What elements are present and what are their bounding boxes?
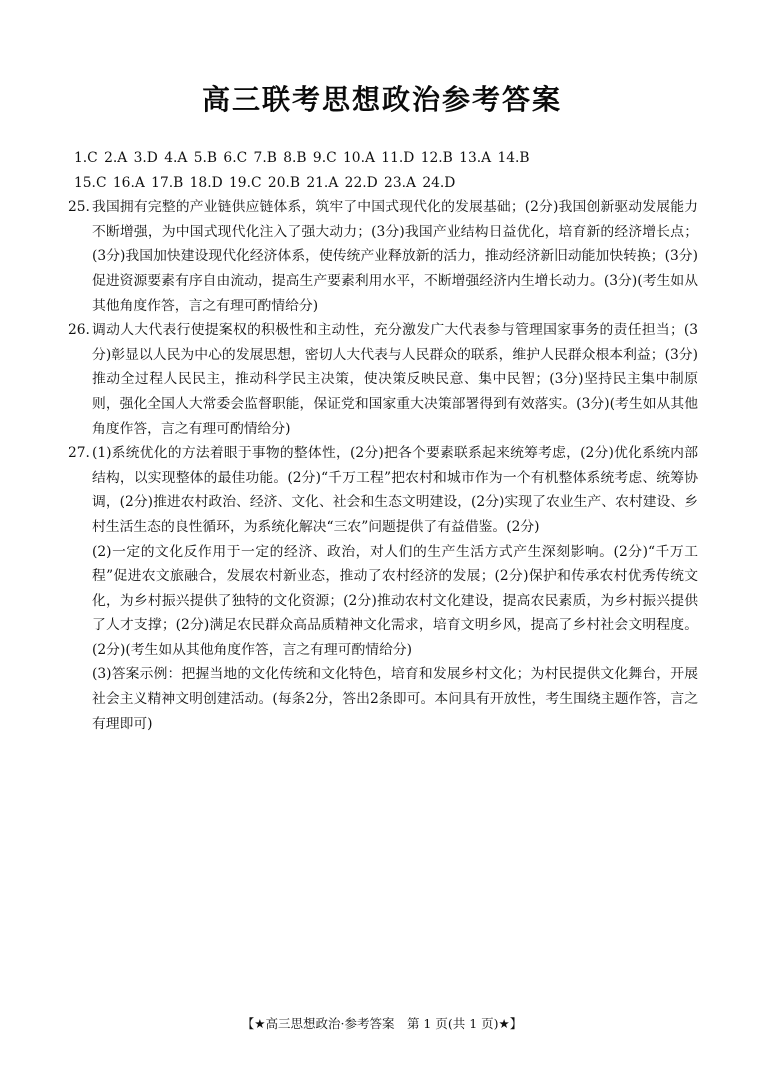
question-26 (68, 318, 698, 441)
footer-text: 高三思想政治·参考答案 第 1 页(共 1 页) (265, 1016, 499, 1031)
footer-star-left: 【★ (241, 1016, 266, 1031)
footer-star-right: ★】 (498, 1016, 523, 1031)
question-27-part-2: (2)一定的文化反作用于一定的经济、政治，对人们的生产生活方式产生深刻影响。(2分)“千万工程”促进农文旅融合，发展农村新业态，推动了农村经济的发展；(2分)保护和传承农村优秀传统文化，为乡村振兴提供了独特的文化资源；(2分)推动农村文化建设，提高农民素质，为乡村振兴提供了人才支撑；(2分)满足农民群众高品质精神文化需求，培育文明乡风，提高了乡村社会文明程度。(2分)(考生如从其他角度作答，言之有理可酌情给分) (92, 543, 698, 658)
page-title: 高三联考思想政治参考答案 (201, 83, 562, 116)
question-27-number: 27. (68, 445, 90, 462)
question-25 (68, 195, 698, 318)
mc-answers-line-2: 15.C 16.A 17.B 18.D 19.C 20.B 21.A 22.D 23.A 24.D (74, 174, 456, 191)
question-27 (68, 441, 698, 539)
question-27-continued (74, 540, 698, 737)
page-footer (0, 1014, 764, 1032)
answer-body (68, 146, 698, 736)
question-25-answer: 我国拥有完整的产业链供应链体系，筑牢了中国式现代化的发展基础；(2分)我国创新驱动发展能力不断增强，为中国式现代化注入了强大动力；(3分)我国产业结构日益优化，培育新的经济增长点；(3分)我国加快建设现代化经济体系，使传统产业释放新的活力，推动经济新旧动能加快转换；(3分)促进资源要素有序自由流动，提高生产要素利用水平，不断增强经济内生增长动力。(3分)(考生如从其他角度作答，言之有理可酌情给分) (92, 199, 698, 314)
question-27-part-3: (3)答案示例：把握当地的文化传统和文化特色，培育和发展乡村文化；为村民提供文化舞台，开展社会主义精神文明创建活动。(每条2分，答出2条即可。本问具有开放性，考生围绕主题作答，言之有理即可) (92, 666, 698, 732)
question-25-number: 25. (68, 199, 90, 216)
question-26-number: 26. (68, 322, 90, 339)
question-26-answer: 调动人大代表行使提案权的积极性和主动性，充分激发广大代表参与管理国家事务的责任担当；(3分)彰显以人民为中心的发展思想，密切人大代表与人民群众的联系，维护人民群众根本利益；(3分)推动全过程人民民主，推动科学民主决策，使决策反映民意、集中民智；(3分)坚持民主集中制原则，强化全国人大常委会监督职能，保证党和国家重大决策部署得到有效落实。(3分)(考生如从其他角度作答，言之有理可酌情给分) (92, 322, 698, 437)
question-27-part-1: (1)系统优化的方法着眼于事物的整体性，(2分)把各个要素联系起来统筹考虑，(2分)优化系统内部结构，以实现整体的最佳功能。(2分)“千万工程”把农村和城市作为一个有机整体系统考虑、统筹协调，(2分)推进农村政治、经济、文化、社会和生态文明建设，(2分)实现了农业生产、农村建设、乡村生活生态的良性循环，为系统化解决“三农”问题提供了有益借鉴。(2分) (92, 445, 698, 535)
mc-answers-line-1: 1.C 2.A 3.D 4.A 5.B 6.C 7.B 8.B 9.C 10.A 11.D 12.B 13.A 14.B (74, 150, 530, 166)
